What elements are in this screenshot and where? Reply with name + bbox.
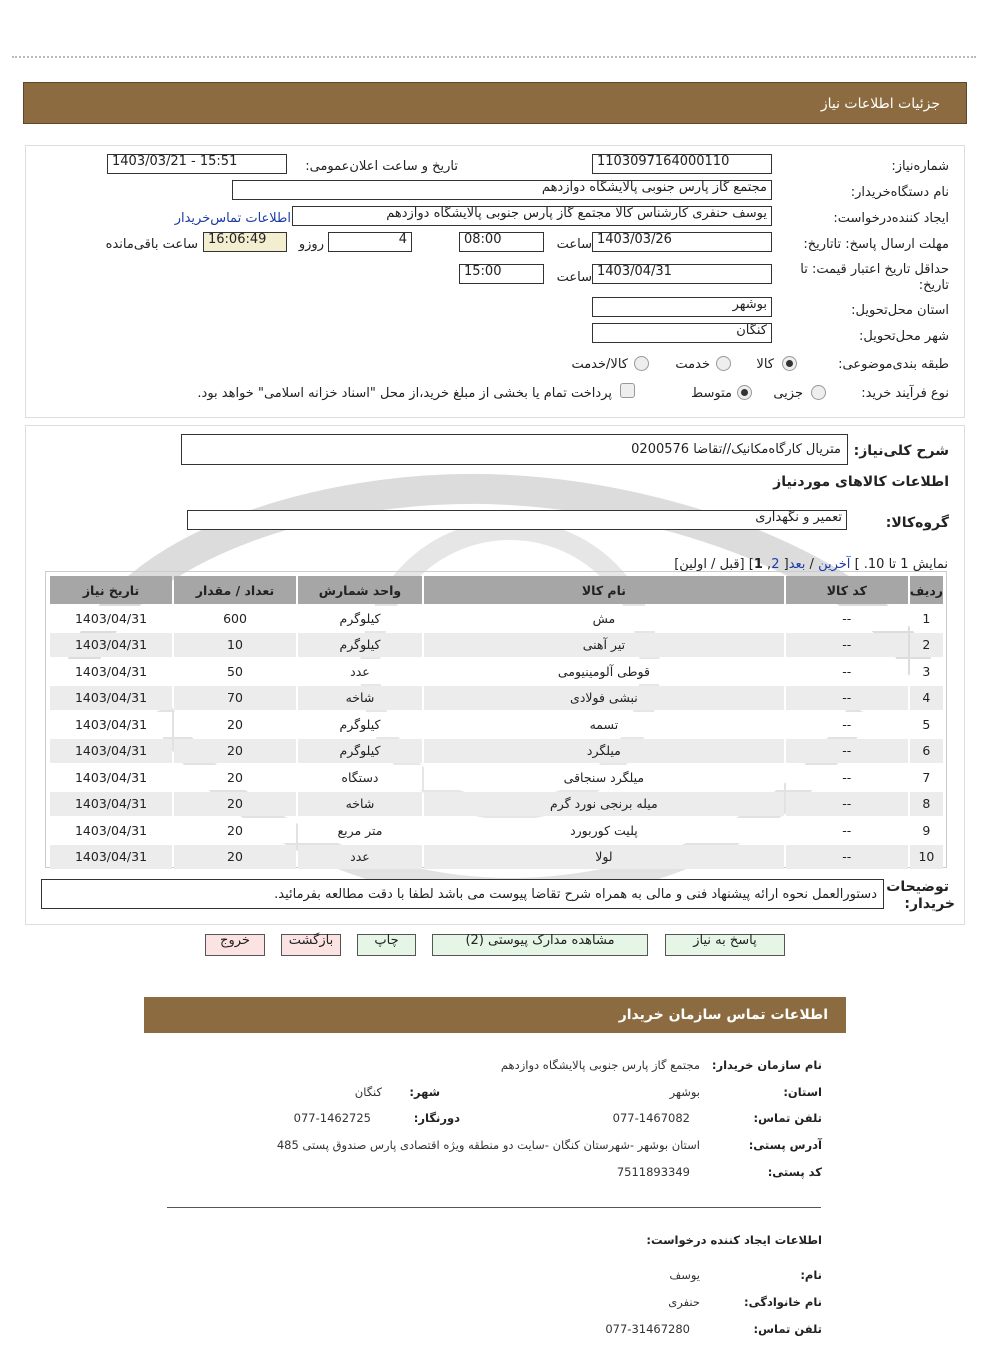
page-title: جزئیات اطلاعات نیاز (23, 82, 967, 124)
city-label: شهر محل‌تحویل: (859, 329, 949, 344)
pagination-rest: [قبل / اولین] (674, 557, 745, 572)
process-medium-radio[interactable] (737, 385, 752, 400)
pagination-sep: / (809, 557, 814, 572)
cell-need-date: 1403/04/31 (50, 712, 172, 737)
org-label: نام سازمان خریدار: (711, 1058, 822, 1072)
cell-need-date: 1403/04/31 (50, 633, 172, 658)
print-button[interactable]: چاپ (357, 934, 416, 956)
contact-phone-value: 077-1467082 (612, 1111, 690, 1125)
cell-row-number: 3 (910, 659, 943, 684)
process-minor-label: جزیی (773, 386, 803, 401)
city-field: کنگان (592, 323, 772, 343)
table-row (50, 633, 943, 658)
cell-item-name: میلگرد (424, 739, 784, 764)
goods-group-field: تعمیر و نگهداری (187, 510, 847, 530)
cell-row-number: 6 (910, 739, 943, 764)
col-date-header: تاریخ نیاز (50, 576, 172, 604)
back-button[interactable]: بازگشت (281, 934, 341, 956)
cell-row-number: 8 (910, 792, 943, 817)
reply-button[interactable]: پاسخ به نیاز (665, 934, 785, 956)
summary-field: متریال کارگاه‌مکانیک//تقاضا 0200576 (181, 434, 848, 465)
deadline-date-field: 1403/03/26 (592, 232, 772, 252)
deadline-time-label: ساعت (556, 237, 592, 252)
pagination-last[interactable]: آخرین (818, 557, 851, 572)
goods-info-title: اطلاعات کالاهای مورد‌نیاز (773, 474, 949, 490)
cell-unit: کیلوگرم (298, 712, 422, 737)
contact-province-label: استان: (783, 1085, 822, 1099)
cell-quantity: 600 (174, 606, 296, 631)
cell-quantity: 20 (174, 845, 296, 870)
cell-quantity: 20 (174, 712, 296, 737)
cell-quantity: 70 (174, 686, 296, 711)
creator-info-title: اطلاعات ایجاد کننده درخواست: (646, 1233, 822, 1247)
table-header-row (50, 576, 943, 604)
contact-address-value: استان بوشهر -شهرستان کنگان -سایت دو منطقه ویژه اقتصادی پارس صندوق پستی 485 (276, 1138, 700, 1152)
announce-field: 1403/03/21 - 15:51 (107, 154, 287, 174)
cell-quantity: 20 (174, 739, 296, 764)
cell-unit: عدد (298, 845, 422, 870)
days-field: 4 (328, 232, 412, 252)
creator-name-value: یوسف (669, 1268, 700, 1282)
cell-item-name: قوطی آلومینیومی (424, 659, 784, 684)
col-unit-header: واحد شمارش (298, 576, 422, 604)
pagination-close: ] (748, 557, 754, 572)
cell-item-name: تیر آهنی (424, 633, 784, 658)
cell-need-date: 1403/04/31 (50, 765, 172, 790)
pagination-page-1: 1 (753, 557, 763, 572)
cell-need-date: 1403/04/31 (50, 845, 172, 870)
table-row (50, 792, 943, 817)
cell-unit: کیلوگرم (298, 633, 422, 658)
process-minor-radio[interactable] (811, 385, 826, 400)
goods-group-label: گروه‌کالا: (885, 515, 949, 531)
buyer-label: نام دستگاه‌خریدار: (850, 185, 949, 200)
cell-item-code: -- (786, 845, 908, 870)
contact-address-label: آدرس پستی: (748, 1138, 822, 1152)
org-value: مجتمع گاز پارس جنوبی پالایشگاه دوازدهم (500, 1058, 700, 1072)
col-row-header: ردیف (910, 576, 943, 604)
cell-item-name: میلگرد سنجاقی (424, 765, 784, 790)
cell-need-date: 1403/04/31 (50, 739, 172, 764)
buyer-field: مجتمع گاز پارس جنوبی پالایشگاه دوازدهم (232, 180, 772, 200)
buyer-contact-link[interactable]: اطلاعات تماس‌خریدار (174, 211, 291, 226)
pagination-open: [ (783, 557, 789, 572)
category-both-radio[interactable] (634, 356, 649, 371)
cell-unit: کیلوگرم (298, 739, 422, 764)
pagination (674, 557, 948, 572)
exit-button[interactable]: خروج (205, 934, 265, 956)
table-row (50, 606, 943, 631)
cell-item-name: پلیت کوربورد (424, 818, 784, 843)
category-goods-radio[interactable] (782, 356, 797, 371)
remaining-time-field: 16:06:49 (203, 232, 287, 252)
cell-row-number: 10 (910, 845, 943, 870)
category-goods-label: کالا (756, 357, 774, 372)
process-label: نوع فرآیند خرید: (861, 386, 949, 401)
cell-item-code: -- (786, 659, 908, 684)
cell-row-number: 1 (910, 606, 943, 631)
cell-item-name: نبشی فولادی (424, 686, 784, 711)
cell-need-date: 1403/04/31 (50, 818, 172, 843)
cell-unit: متر مربع (298, 818, 422, 843)
items-table (48, 574, 945, 871)
contact-province-value: بوشهر (669, 1085, 700, 1099)
cell-item-name: لولا (424, 845, 784, 870)
creator-family-label: نام خانوادگی: (744, 1295, 822, 1309)
cell-item-code: -- (786, 792, 908, 817)
cell-quantity: 50 (174, 659, 296, 684)
cell-item-name: تسمه (424, 712, 784, 737)
announce-label: تاریخ و ساعت اعلان‌عمومی: (305, 159, 458, 174)
category-service-radio[interactable] (716, 356, 731, 371)
contact-city-value: کنگان (354, 1085, 382, 1099)
remaining-label: ساعت باقی‌مانده (105, 237, 198, 252)
contact-section-title: اطلاعات تماس سازمان خریدار (144, 997, 846, 1033)
notes-field: دستورالعمل نحوه ارائه پیشنهاد فنی و مالی به همراه شرح تقاضا پیوست می باشد لطفا با دقت مطالعه بفرمائید. (41, 879, 884, 909)
table-row (50, 765, 943, 790)
cell-item-code: -- (786, 765, 908, 790)
province-label: استان محل‌تحویل: (851, 303, 949, 318)
validity-date-field: 1403/04/31 (592, 264, 772, 284)
table-row (50, 686, 943, 711)
cell-item-code: -- (786, 712, 908, 737)
table-row (50, 712, 943, 737)
table-row (50, 818, 943, 843)
cell-row-number: 7 (910, 765, 943, 790)
creator-family-value: حنفری (668, 1295, 700, 1309)
cell-unit: کیلوگرم (298, 606, 422, 631)
cell-item-code: -- (786, 818, 908, 843)
province-field: بوشهر (592, 297, 772, 317)
category-both-label: کالا/خدمت (571, 357, 628, 372)
contact-postal-label: کد پستی: (767, 1165, 822, 1179)
cell-need-date: 1403/04/31 (50, 606, 172, 631)
process-medium-label: متوسط (691, 386, 732, 401)
creator-phone-value: 077-31467280 (605, 1322, 690, 1336)
cell-unit: عدد (298, 659, 422, 684)
col-qty-header: تعداد / مقدار (174, 576, 296, 604)
category-label: طبقه بندی‌موضوعی: (838, 357, 949, 372)
treasury-payment-note: پرداخت تمام یا بخشی از مبلغ خرید،از محل "اسناد خزانه اسلامی" خواهد بود. (197, 386, 612, 401)
cell-quantity: 20 (174, 765, 296, 790)
need-number-label: شماره‌نیاز: (891, 159, 949, 174)
deadline-label: مهلت ارسال پاسخ: تاتاریخ: (803, 237, 949, 252)
col-name-header: نام کالا (424, 576, 784, 604)
validity-time-label: ساعت (556, 270, 592, 285)
cell-item-code: -- (786, 739, 908, 764)
contact-divider (167, 1207, 821, 1208)
creator-field: یوسف حنفری کارشناس کالا مجتمع گاز پارس جنوبی پالایشگاه دوازدهم (292, 206, 772, 226)
cell-unit: شاخه (298, 792, 422, 817)
days-label: روزو (298, 237, 324, 252)
treasury-payment-checkbox[interactable] (620, 383, 635, 398)
table-row (50, 659, 943, 684)
top-dotted-divider (12, 56, 976, 58)
contact-fax-value: 077-1462725 (293, 1111, 371, 1125)
cell-item-code: -- (786, 606, 908, 631)
notes-label-1: توضیحات (886, 879, 949, 895)
cell-need-date: 1403/04/31 (50, 686, 172, 711)
summary-label: شرح کلی‌نیاز: (853, 443, 949, 459)
cell-need-date: 1403/04/31 (50, 659, 172, 684)
cell-item-code: -- (786, 633, 908, 658)
cell-quantity: 10 (174, 633, 296, 658)
cell-need-date: 1403/04/31 (50, 792, 172, 817)
category-service-label: خدمت (675, 357, 710, 372)
deadline-time-field: 08:00 (459, 232, 544, 252)
pagination-page-2[interactable]: 2 (771, 557, 780, 572)
cell-unit: شاخه (298, 686, 422, 711)
cell-quantity: 20 (174, 818, 296, 843)
cell-row-number: 4 (910, 686, 943, 711)
creator-phone-label: تلفن تماس: (753, 1322, 822, 1336)
validity-time-field: 15:00 (459, 264, 544, 284)
col-code-header: کد کالا (786, 576, 908, 604)
table-row (50, 845, 943, 870)
cell-row-number: 2 (910, 633, 943, 658)
contact-city-label: شهر: (409, 1085, 440, 1099)
cell-quantity: 20 (174, 792, 296, 817)
cell-item-code: -- (786, 686, 908, 711)
pagination-next[interactable]: بعد (788, 557, 806, 572)
cell-row-number: 5 (910, 712, 943, 737)
cell-item-name: میله برنجی نورد گرم (424, 792, 784, 817)
contact-phone-label: تلفن تماس: (753, 1111, 822, 1125)
pagination-comma: , (767, 557, 772, 572)
need-number-field: 1103097164000110 (592, 154, 772, 174)
table-row (50, 739, 943, 764)
contact-postal-value: 7511893349 (616, 1165, 690, 1179)
attachments-button[interactable]: مشاهده مدارک پیوستی (2) (432, 934, 648, 956)
cell-item-name: مش (424, 606, 784, 631)
cell-unit: دستگاه (298, 765, 422, 790)
contact-fax-label: دورنگار: (413, 1111, 460, 1125)
validity-label-1: حداقل تاریخ اعتبار قیمت: تا تاریخ: (800, 262, 949, 293)
creator-name-label: نام: (800, 1268, 822, 1282)
pagination-prefix: نمایش 1 تا 10. ] (854, 557, 948, 572)
cell-row-number: 9 (910, 818, 943, 843)
creator-label: ایجاد کننده‌درخواست: (833, 211, 949, 226)
notes-label-2: خریدار: (904, 896, 955, 912)
